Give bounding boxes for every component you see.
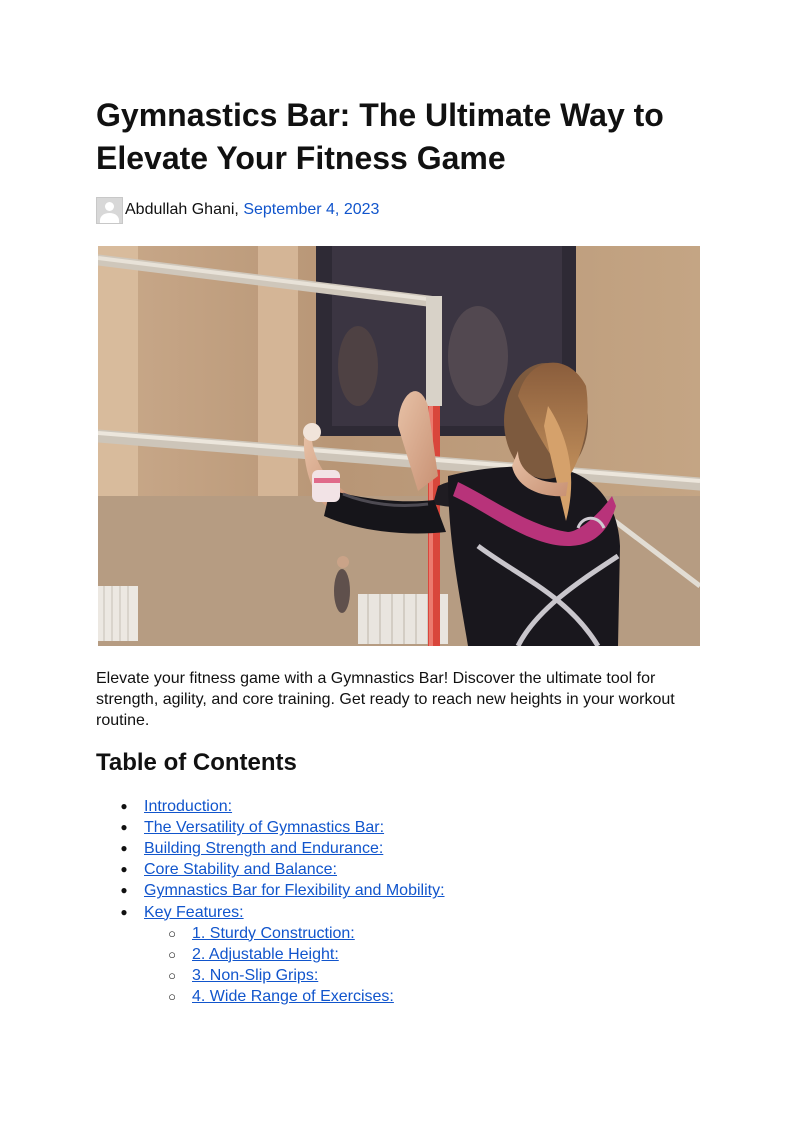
toc-link[interactable]: Gymnastics Bar for Flexibility and Mobility:: [144, 882, 445, 900]
toc-link[interactable]: 3. Non-Slip Grips:: [192, 966, 319, 984]
bullet-icon: ●: [120, 820, 128, 835]
hero-image: [98, 246, 700, 646]
toc-link[interactable]: 4. Wide Range of Exercises:: [192, 987, 394, 1005]
bullet-icon: ●: [120, 862, 128, 877]
byline: [96, 196, 379, 224]
toc-link[interactable]: Key Features:: [144, 903, 244, 921]
toc-link[interactable]: Introduction:: [144, 798, 233, 815]
publish-date[interactable]: September 4, 2023: [243, 201, 380, 218]
toc-link[interactable]: Core Stability and Balance:: [144, 861, 337, 879]
bullet-icon: ●: [120, 799, 128, 813]
author-name: Abdullah Ghani,: [125, 201, 239, 218]
bullet-icon: ●: [120, 883, 128, 898]
hollow-bullet-icon: ○: [168, 988, 176, 1004]
toc-link[interactable]: The Versatility of Gymnastics Bar:: [144, 819, 385, 837]
bullet-icon: ●: [120, 904, 128, 919]
hollow-bullet-icon: ○: [168, 925, 176, 941]
avatar-placeholder-icon: [96, 197, 123, 224]
bullet-icon: ●: [120, 841, 128, 856]
hollow-bullet-icon: ○: [168, 967, 176, 983]
hollow-bullet-icon: ○: [168, 946, 176, 962]
toc-heading: Table of Contents: [96, 749, 297, 776]
toc-link[interactable]: Building Strength and Endurance:: [144, 840, 384, 858]
toc-link[interactable]: 1. Sturdy Construction:: [192, 924, 355, 942]
intro-paragraph: Elevate your fitness game with a Gymnastics Bar! Discover the ultimate tool for strength, agility, and core training. Get ready to reach new heights in your workout routine.: [96, 670, 675, 729]
toc-link[interactable]: 2. Adjustable Height:: [192, 945, 339, 963]
article-title: Gymnastics Bar: The Ultimate Way to Elevate Your Fitness Game: [96, 97, 664, 176]
